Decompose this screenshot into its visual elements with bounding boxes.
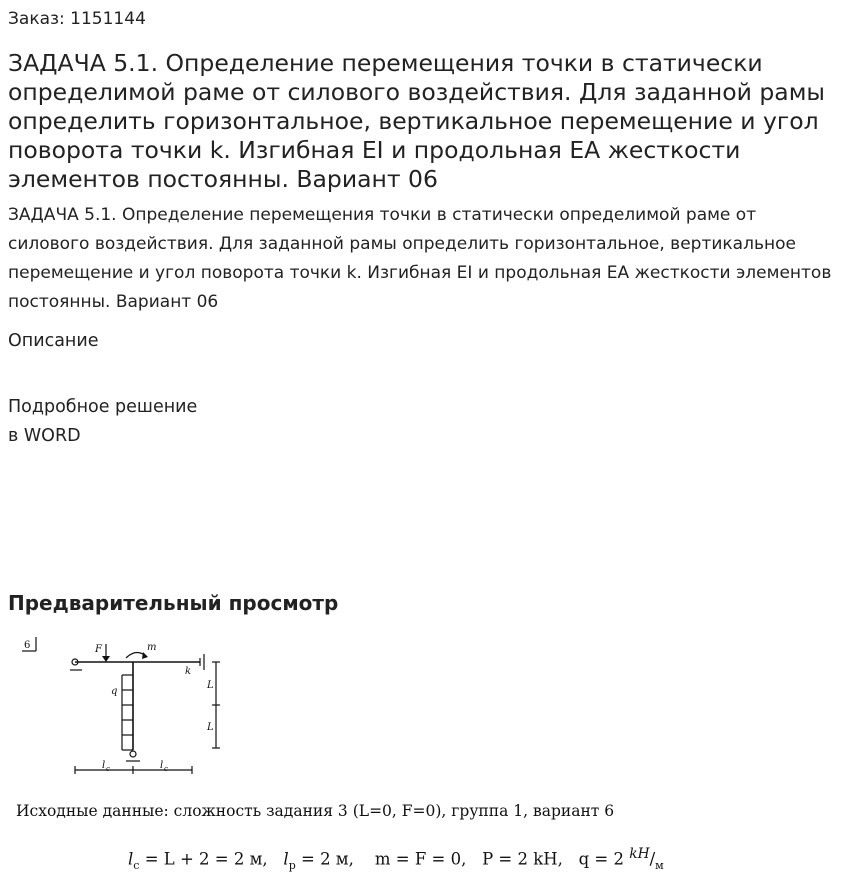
description-label: Описание	[8, 331, 99, 351]
page-title: ЗАДАЧА 5.1. Определение перемещения точки в статически определимой раме от силового воздействия. Для заданной рамы определить горизонтальное, вертикальное перемещение и угол поворота точки k. Изгибная EI и продольная EA жесткости элементов постоянны. Вариант 06	[8, 49, 825, 193]
span-left-sub: c	[106, 765, 110, 773]
point-k-label: k	[185, 666, 192, 677]
lp-rest: = 2 м,	[295, 849, 375, 869]
lc-sub: c	[133, 858, 140, 872]
order-number: Заказ: 1151144	[8, 9, 146, 29]
span-left-label: l	[102, 760, 106, 771]
formula-line: $l_c = L + 2 = 2$ м, $l_p = 2$ м, m = F = 0, P = 2 kH, q = 2 $^{kH}/_м$	[128, 846, 664, 872]
span-right-label: l	[160, 760, 164, 771]
frame-scheme	[0, 630, 260, 790]
solution-line-1: Подробное решение	[8, 397, 198, 417]
moment-label: m	[147, 642, 157, 653]
variant-label: 6	[24, 640, 31, 651]
preview-heading: Предварительный просмотр	[8, 591, 339, 615]
solution-note	[8, 393, 197, 451]
unit-num: kH	[629, 846, 650, 862]
span-right-sub: c	[164, 765, 168, 773]
solution-line-2: в WORD	[8, 426, 81, 446]
task-description: ЗАДАЧА 5.1. Определение перемещения точки в статически определимой раме от силового воздействия. Для заданной рамы определить горизонтальное, вертикальное перемещение и угол поворота точки k. Изгибная EI и продольная EA жесткости элементов постоянны. Вариант 06	[8, 205, 832, 312]
load-label: q	[111, 686, 118, 697]
mf-part: m = F = 0, P = 2 kH, q = 2	[374, 849, 630, 869]
force-label: F	[95, 644, 102, 655]
preview-image	[0, 630, 847, 894]
source-data-line: Исходные данные: сложность задания 3 (L=0, F=0), группа 1, вариант 6	[16, 802, 615, 820]
lc-rest: = L + 2 = 2 м,	[139, 849, 284, 869]
lp-sub: p	[288, 858, 296, 872]
height-bottom-label: L	[207, 722, 214, 733]
lc-symbol: l	[128, 849, 134, 869]
lp-symbol: l	[283, 849, 289, 869]
unit-den: м	[655, 858, 664, 872]
height-top-label: L	[207, 680, 214, 691]
